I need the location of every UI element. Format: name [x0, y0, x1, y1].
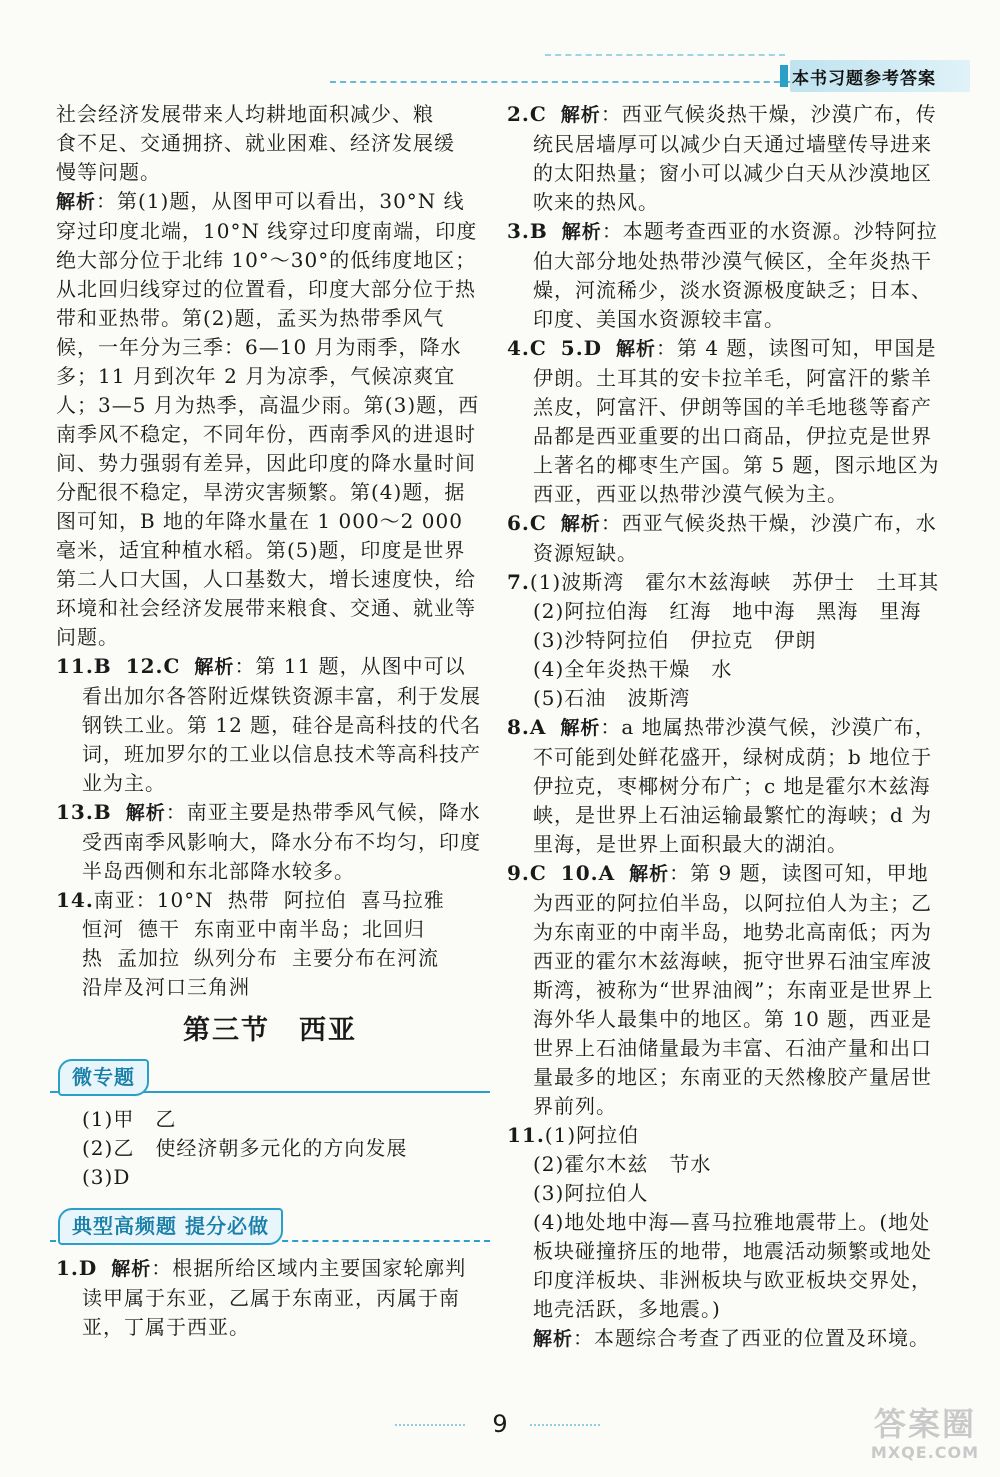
answer-item: (4)全年炎热干燥 水: [533, 657, 733, 681]
question-number: 7.: [507, 570, 530, 594]
answer-item: (2)霍尔木兹 节水: [533, 1152, 712, 1176]
text-line: 食不足、交通拥挤、就业困难、经济发展缓: [56, 131, 455, 155]
analysis-label: 解析: [125, 802, 166, 824]
analysis-label: 解析: [629, 863, 670, 885]
answer-item: (3)沙特阿拉伯 伊拉克 伊朗: [533, 628, 817, 652]
answer-item: 主要分布在河流: [292, 946, 439, 970]
text-line: 慢等问题。: [56, 160, 161, 184]
question-number: 4.C: [507, 336, 547, 360]
question-number: 10.A: [560, 861, 616, 885]
answer-13: [56, 798, 484, 886]
answer-item: 恒河: [82, 917, 124, 941]
question-number: 14.: [56, 888, 94, 912]
answer-item: 孟加拉: [117, 946, 180, 970]
answer-6: [507, 509, 947, 568]
micro-topic-heading: [50, 1055, 484, 1095]
answer-8: [507, 713, 947, 859]
answer-11-items: [507, 1150, 947, 1354]
answer-item: (3)D: [82, 1165, 131, 1189]
answer-item: (1)阿拉伯: [544, 1123, 640, 1147]
analysis-text: ：a 地属热带沙漠气候，沙漠广布，不可能到处鲜花盛开，绿树成荫；b 地位于伊拉克，枣椰树分布广；c 地是霍尔木兹海峡，是世界上石油运输最繁忙的海峡；d 为里海，是世界上面积最大的湖泊。: [533, 715, 936, 856]
analysis-text: ：西亚气候炎热干燥，沙漠广布，传统民居墙厚可以减少白天通过墙壁传导进来的太阳热量；窗小可以减少白天从沙漠地区吹来的热风。: [533, 102, 937, 214]
answer-1: [56, 1254, 484, 1342]
high-frequency-tag: 典型高频题 提分必做: [58, 1208, 283, 1245]
analysis-label: 解析: [561, 221, 602, 243]
question-number: 3.B: [507, 219, 548, 243]
question-number: 8.A: [507, 715, 547, 739]
answer-item: 热带: [227, 888, 270, 912]
answer-9-10: [507, 859, 947, 1121]
analysis-label: 解析: [533, 1328, 574, 1350]
section-title: 第三节 西亚: [183, 1015, 357, 1046]
header-title: 本书习题参考答案: [792, 69, 936, 89]
answer-item: 纵列分布: [194, 946, 278, 970]
right-column: [507, 100, 947, 1354]
answer-continued: [56, 100, 484, 187]
analysis-label: 解析: [194, 656, 235, 678]
answer-11: [507, 1121, 947, 1150]
header-rule: [330, 81, 800, 83]
question-number: 11.B: [56, 654, 112, 678]
answer-item: 沿岸及河口三角洲: [82, 975, 250, 999]
micro-topic-answers: [56, 1105, 484, 1192]
analysis-label: 解析: [560, 513, 601, 535]
analysis-paragraph: [56, 187, 484, 652]
answer-item: 阿拉伯: [283, 888, 347, 912]
answer-item: (2)阿拉伯海 红海 地中海 黑海 里海: [533, 599, 922, 623]
analysis-label: 解析: [616, 338, 657, 360]
analysis-text: ：根据所给区域内主要国家轮廓判读甲属于东亚，乙属于东南亚，丙属于南亚，丁属于西亚。: [82, 1256, 467, 1339]
question-number: 2.C: [507, 102, 547, 126]
answer-item: (2)乙 使经济朝多元化的方向发展: [82, 1136, 408, 1160]
watermark-text: 答案圈: [873, 1405, 976, 1443]
question-number: 11.: [507, 1123, 545, 1147]
answer-item: 东南亚中南半岛；北回归: [194, 917, 425, 941]
answer-3: [507, 217, 947, 334]
answer-7: [507, 568, 947, 597]
analysis-text: ：本题考查西亚的水资源。沙特阿拉伯大部分地处热带沙漠气候区，全年炎热干燥，河流稀少，淡水资源极度缺乏；日本、印度、美国水资源较丰富。: [533, 219, 938, 331]
analysis-text: ：本题综合考查了西亚的位置及环境。: [573, 1326, 931, 1350]
answer-item: (4)地处地中海—喜马拉雅地震带上。(地处板块碰撞挤压的地带，地震活动频繁或地处印度洋板块、非洲板块与欧亚板块交界处，地壳活跃，多地震。): [533, 1210, 932, 1321]
answer-item: (3)阿拉伯人: [533, 1181, 649, 1205]
question-number: 6.C: [507, 511, 547, 535]
left-column: [56, 100, 484, 1342]
page-number: 9: [492, 1410, 508, 1438]
answer-2: [507, 100, 947, 217]
watermark-logo: [860, 1405, 990, 1471]
analysis-paragraph: [533, 1324, 947, 1354]
answer-item: (1)甲 乙: [82, 1107, 177, 1131]
header-decoration: [545, 54, 785, 56]
answer-item: 南亚: [93, 888, 136, 912]
answer-11-12: [56, 652, 484, 798]
analysis-label: 解析: [111, 1258, 152, 1280]
text-line: 社会经济发展带来人均耕地面积减少、粮: [56, 102, 434, 126]
question-number: 1.D: [56, 1256, 98, 1280]
answer-item: (1)波斯湾 霍尔木兹海峡 苏伊士 土耳其: [529, 570, 940, 594]
page-header: [330, 40, 980, 90]
analysis-text: ：第(1)题，从图甲可以看出，30°N 线穿过印度北端，10°N 线穿过印度南端，印度绝大部分位于北纬 10°～30°的低纬度地区；从北回归线穿过的位置看，印度大部分位于热带和亚热带。第(2)题，孟买为热带季风气候，一年分为三季：6—10 月为雨季，降水多；11 月到次年 2 月为凉季，气候凉爽宜人；3—5 月为热季，高温少雨。第(3)题，西南季风不稳定，不同年份，西南季风的进退时间、势力强弱有差异，因此印度的降水量时间分配很不稳定，旱涝灾害频繁。第(4)题，据图可知，B 地的年降水量在 1 000～2 000 毫米，适宜种植水稻。第(5)题，印度是世界第二人口大国，人口基数大，增长速度快，给环境和社会经济发展带来粮食、交通、就业等问题。: [56, 189, 480, 649]
answer-item: 德干: [138, 917, 180, 941]
high-frequency-heading: [50, 1204, 484, 1244]
analysis-label: 解析: [560, 717, 601, 739]
analysis-label: 解析: [560, 104, 601, 126]
analysis-label: 解析: [56, 191, 97, 213]
answer-item: 热: [82, 946, 103, 970]
question-number: 13.B: [56, 800, 112, 824]
question-number: 12.C: [125, 654, 181, 678]
answer-item: (5)石油 波斯湾: [533, 686, 691, 710]
header-marker: [780, 65, 788, 87]
answer-7-items: [507, 597, 947, 713]
analysis-text: ：第 4 题，读图可知，甲国是伊朗。土耳其的安卡拉羊毛，阿富汗的紫羊羔皮，阿富汗、伊朗等国的羊毛地毯等畜产品都是西亚重要的出口商品，伊拉克是世界上著名的椰枣生产国。第 5 题，图示地区为西亚，西亚以热带沙漠气候为主。: [533, 336, 940, 506]
micro-topic-tag: 微专题: [58, 1059, 149, 1096]
answer-4-5: [507, 334, 947, 509]
watermark-url: MXQE.COM: [870, 1443, 980, 1462]
answer-item: 喜马拉雅: [360, 888, 445, 912]
answer-14: 14.南亚：10°N 热带 阿拉伯 喜马拉雅 恒河 德干 东南亚中南半岛；北回归 热 孟加拉 纵列分布 主要分布在河流 沿岸及河口三角洲: [56, 888, 445, 999]
answer-item: 10°N: [156, 888, 214, 912]
question-number: 5.D: [560, 336, 603, 360]
analysis-text: ：南亚主要是热带季风气候，降水受西南季风影响大，降水分布不均匀，印度半岛西侧和东北部降水较多。: [82, 800, 481, 883]
analysis-text: ：第 9 题，读图可知，甲地为西亚的阿拉伯半岛，以阿拉伯人为主；乙为东南亚的中南半岛，地势北高南低；丙为西亚的霍尔木兹海峡，扼守世界石油宝库波斯湾，被称为“世界油阀”；东南亚是世界上海外华人最集中的地区。第 10 题，西亚是世界上石油储量最为丰富、石油产量和出口量最多的地区；东南亚的天然橡胶产量居世界前列。: [533, 861, 934, 1118]
analysis-text: ：西亚气候炎热干燥，沙漠广布，水资源短缺。: [533, 511, 937, 565]
analysis-text: ：第 11 题，从图中可以看出加尔各答附近煤铁资源丰富，利于发展钢铁工业。第 12 题，硅谷是高科技的代名词，班加罗尔的工业以信息技术等高科技产业为主。: [82, 654, 482, 795]
question-number: 9.C: [507, 861, 547, 885]
